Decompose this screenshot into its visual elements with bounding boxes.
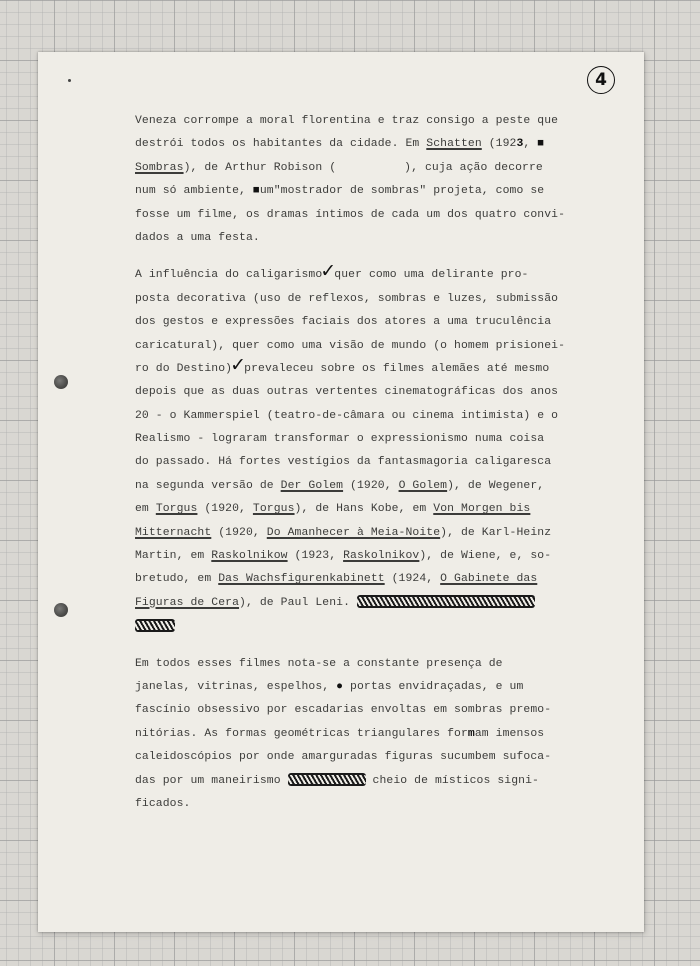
- text-line: [135, 381, 605, 404]
- scribbled-out-text: [135, 619, 175, 632]
- text-line: [135, 110, 605, 133]
- typed-text: ), cuja ação decorre: [404, 161, 543, 174]
- handwritten-correction: 3: [516, 138, 524, 151]
- ink-speck: [68, 79, 71, 82]
- typed-text: ), de Arthur Robison (: [183, 161, 337, 174]
- handwritten-correction: ■: [537, 138, 545, 151]
- paragraph: [135, 653, 605, 817]
- typed-text: portas envidraçadas, e um: [343, 680, 524, 693]
- typed-text: (1924,: [384, 573, 441, 586]
- text-line: [135, 746, 605, 769]
- typed-text: fascínio obsessivo por escadarias envoltas em sombras premo-: [135, 704, 552, 717]
- text-line: [135, 428, 605, 451]
- typed-text: do passado. Há fortes vestígios da fantasmagoria caligaresca: [135, 456, 552, 469]
- text-line: [135, 180, 605, 203]
- typed-text-body: [135, 110, 605, 816]
- punch-hole-bottom: [54, 603, 68, 617]
- typed-text: na segunda versão de: [135, 479, 281, 492]
- underlined-title: O Gabinete das: [440, 573, 538, 586]
- typed-text: (192: [481, 138, 517, 151]
- text-line: [135, 545, 605, 568]
- underlined-title: Torgus: [155, 503, 198, 516]
- typed-text: posta decorativa (uso de reflexos, sombras e luzes, submissão: [135, 292, 559, 305]
- text-line: [135, 311, 605, 334]
- text-line: [135, 615, 605, 638]
- handwritten-correction: ●: [336, 680, 344, 693]
- check-mark-icon: ✓: [230, 353, 247, 376]
- typed-text: janelas, vitrinas, espelhos,: [135, 680, 337, 693]
- text-line: [135, 699, 605, 722]
- check-mark-icon: ✓: [320, 260, 337, 283]
- typed-text: cheio de místicos signi-: [365, 774, 539, 787]
- text-line: [135, 204, 605, 227]
- text-line: [135, 793, 605, 816]
- typed-text: quer como uma delirante pro-: [334, 269, 529, 282]
- typed-text: das por um maneirismo: [135, 774, 288, 787]
- typed-text: fosse um filme, os dramas íntimos de cada um dos quatro convi-: [135, 208, 566, 221]
- text-line: [135, 568, 605, 591]
- underlined-title: Do Amanhecer à Meia-Noite: [266, 526, 441, 539]
- typed-text: ), de Karl-Heinz: [440, 526, 552, 539]
- text-line: [135, 405, 605, 428]
- typed-text: ), de Hans Kobe, em: [294, 503, 434, 516]
- underlined-title: Figuras de Cera: [135, 596, 240, 609]
- underlined-title: Das Wachsfigurenkabinett: [218, 573, 385, 586]
- typed-text: (1920,: [343, 479, 399, 492]
- typed-text: caricatural), quer como uma visão de mundo (o homem prisionei-: [135, 339, 566, 352]
- text-line: [135, 451, 605, 474]
- typed-text: um"mostrador de sombras" projeta, como se: [259, 185, 545, 198]
- page-number: 4: [587, 66, 615, 94]
- typed-text: em: [135, 503, 156, 516]
- text-line: [135, 157, 605, 180]
- typed-text: bretudo, em: [135, 573, 219, 586]
- underlined-title: Der Golem: [280, 479, 344, 492]
- typed-text: am imensos: [474, 727, 545, 740]
- underlined-title: Raskolnikov: [343, 550, 420, 563]
- text-line: [135, 592, 605, 615]
- punch-hole-top: [54, 375, 68, 389]
- typed-text: 20 - o Kammerspiel (teatro-de-câmara ou cinema intimista) e o: [135, 409, 559, 422]
- text-line: [135, 133, 605, 156]
- paragraph: [135, 260, 605, 638]
- text-line: [135, 770, 605, 793]
- text-line: [135, 260, 605, 287]
- paragraph-gap: [135, 639, 605, 653]
- underlined-title: Schatten: [426, 138, 482, 151]
- typed-text: Em todos esses filmes nota-se a constante presença de: [135, 657, 503, 670]
- typed-text: nitórias. As formas geométricas triangulares for: [135, 727, 468, 740]
- underlined-title: Torgus: [252, 503, 295, 516]
- text-line: [135, 653, 605, 676]
- typed-text: (1920,: [211, 526, 267, 539]
- typed-text: A influência do caligarismo: [135, 269, 323, 282]
- typed-text: Realismo - lograram transformar o expressionismo numa coisa: [135, 433, 545, 446]
- text-line: [135, 335, 605, 358]
- text-line: [135, 723, 605, 746]
- paragraph: [135, 110, 605, 250]
- underlined-title: O Golem: [398, 479, 448, 492]
- underlined-title: Raskolnikow: [211, 550, 288, 563]
- typed-text: Veneza corrompe a moral florentina e traz consigo a peste que: [135, 115, 559, 127]
- typed-text: (1920,: [197, 503, 253, 516]
- typed-text: num só ambiente,: [135, 185, 253, 198]
- typed-text: dos gestos e expressões faciais dos atores a uma truculência: [135, 316, 552, 329]
- text-line: [135, 288, 605, 311]
- typed-text: (1923,: [287, 550, 344, 563]
- scribbled-out-text: [288, 773, 366, 786]
- underlined-title: Von Morgen bis: [433, 503, 531, 516]
- typed-text: ), de Wiene, e, so-: [419, 550, 552, 563]
- text-line: [135, 498, 605, 521]
- typed-text: ), de Wegener,: [447, 479, 545, 492]
- typed-text: ), de Paul Leni.: [239, 596, 357, 609]
- typed-text: ,: [523, 138, 538, 151]
- typed-text: Martin, em: [135, 550, 212, 563]
- typed-text: dados a uma festa.: [135, 231, 260, 244]
- paragraph-gap: [135, 250, 605, 264]
- typed-text: ficados.: [135, 797, 191, 810]
- typed-text: destrói todos os habitantes da cidade. Em: [135, 138, 427, 151]
- text-line: [135, 676, 605, 699]
- typed-text: ro do Destino): [135, 362, 233, 375]
- text-line: [135, 353, 605, 381]
- typed-text: caleidoscópios por onde amarguradas figuras sucumbem sufoca-: [135, 751, 552, 764]
- typed-text: prevaleceu sobre os filmes alemães até mesmo: [244, 362, 550, 375]
- scribbled-out-text: [357, 595, 535, 608]
- underlined-title: Sombras: [135, 161, 184, 174]
- text-line: [135, 475, 605, 498]
- text-line: [135, 227, 605, 250]
- typed-text: depois que as duas outras vertentes cinematográficas dos anos: [135, 386, 559, 399]
- underlined-title: Mitternacht: [135, 526, 212, 539]
- handwritten-correction: m: [467, 727, 475, 740]
- typed-page: [38, 52, 644, 932]
- handwritten-correction: ■: [252, 185, 260, 198]
- text-line: [135, 522, 605, 545]
